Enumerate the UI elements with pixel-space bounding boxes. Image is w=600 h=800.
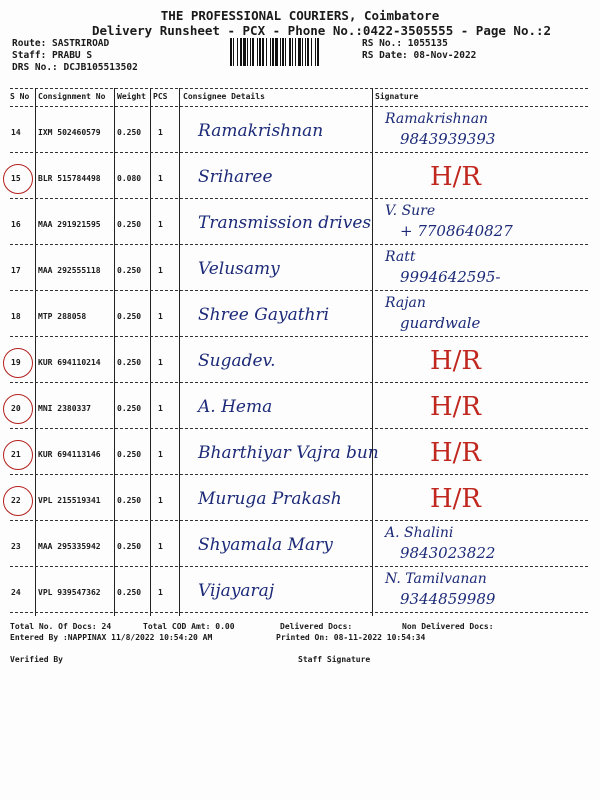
row-sno: 15 (11, 174, 21, 183)
row-signature-phone: 9994642595- (400, 268, 501, 286)
company-title: THE PROFESSIONAL COURIERS, Coimbatore (160, 8, 440, 23)
row-consignee-name: Sriharee (198, 167, 273, 187)
total-docs: Total No. Of Docs: 24 (10, 622, 112, 631)
row-consignment-no: KUR 694110214 (38, 358, 101, 367)
row-divider (10, 290, 588, 291)
verified-by: Verified By (10, 655, 63, 664)
row-divider (10, 244, 588, 245)
row-consignee-name: Velusamy (198, 259, 280, 279)
row-signature-phone: + 7708640827 (400, 222, 513, 240)
entered-by: Entered By :NAPPINAX 11/8/2022 10:54:20 AM (10, 633, 213, 642)
row-pcs: 1 (158, 174, 163, 183)
barcode-bar (250, 38, 251, 66)
barcode-bar (237, 38, 238, 66)
row-signature-name: V. Sure (385, 203, 436, 219)
row-consignment-no: BLR 515784498 (38, 174, 101, 183)
barcode-bar (311, 38, 312, 66)
barcode-bar (270, 38, 271, 66)
row-pcs: 1 (158, 404, 163, 413)
row-signature-mark: H/R (430, 438, 482, 468)
col-divider (35, 88, 36, 616)
col-divider (114, 88, 115, 616)
barcode-bar (243, 38, 246, 66)
row-weight: 0.250 (117, 496, 142, 505)
row-weight: 0.250 (117, 266, 142, 275)
row-signature-mark: H/R (430, 484, 482, 514)
row-sno: 24 (11, 588, 21, 597)
red-circle-mark (3, 486, 33, 516)
rs-date-label: RS Date: 08-Nov-2022 (362, 50, 477, 61)
row-pcs: 1 (158, 588, 163, 597)
staff-label: Staff: PRABU S (12, 50, 93, 61)
row-consignment-no: KUR 694113146 (38, 450, 101, 459)
col-divider (179, 88, 180, 616)
col-consignee: Consignee Details (183, 92, 265, 101)
row-consignment-no: MAA 292555118 (38, 266, 101, 275)
delivered-docs: Delivered Docs: (280, 622, 353, 631)
row-pcs: 1 (158, 266, 163, 275)
barcode-bar (275, 38, 278, 66)
col-divider (372, 88, 373, 616)
row-signature-phone: 9344859989 (400, 590, 496, 608)
col-weight: Weight (117, 92, 146, 101)
row-divider (10, 612, 588, 613)
row-divider (10, 152, 588, 153)
row-signature-phone: guardwale (400, 314, 481, 332)
row-consignment-no: IXM 502460579 (38, 128, 101, 137)
row-signature-mark: H/R (430, 392, 482, 422)
row-consignee-name: Muruga Prakash (198, 489, 342, 509)
barcode-bar (230, 38, 232, 66)
row-consignee-name: Sugadev. (198, 351, 276, 371)
row-consignee-name: Vijayaraj (198, 581, 275, 601)
barcode-bar (298, 38, 301, 66)
barcode-bar (272, 38, 274, 66)
barcode-bar (247, 38, 248, 66)
barcode-bar (317, 38, 319, 66)
red-circle-mark (3, 394, 33, 424)
row-consignment-no: VPL 215519341 (38, 496, 101, 505)
row-signature-mark: H/R (430, 162, 482, 192)
row-sno: 20 (11, 404, 21, 413)
row-consignment-no: MAA 295335942 (38, 542, 101, 551)
row-signature-mark: H/R (430, 346, 482, 376)
row-pcs: 1 (158, 496, 163, 505)
row-signature-name: Rajan (385, 295, 426, 311)
red-circle-mark (3, 440, 33, 470)
row-consignee-name: Ramakrishnan (198, 121, 324, 141)
non-delivered-docs: Non Delivered Docs: (402, 622, 494, 631)
barcode-bar (302, 38, 303, 66)
table-top-rule (10, 88, 588, 89)
row-divider (10, 198, 588, 199)
row-signature-phone: 9843023822 (400, 544, 496, 562)
row-weight: 0.250 (117, 404, 142, 413)
drs-label: DRS No.: DCJB105513502 (12, 62, 138, 73)
row-consignee-name: Transmission drives (198, 213, 372, 233)
col-consignment: Consignment No (38, 92, 106, 101)
row-weight: 0.250 (117, 220, 142, 229)
barcode-bar (295, 38, 296, 66)
row-weight: 0.250 (117, 450, 142, 459)
row-consignee-name: A. Hema (198, 397, 273, 417)
runsheet-subtitle: Delivery Runsheet - PCX - Phone No.:0422-3505555 - Page No.:2 (92, 23, 552, 38)
row-consignment-no: VPL 939547362 (38, 588, 101, 597)
row-weight: 0.250 (117, 128, 142, 137)
row-divider (10, 566, 588, 567)
row-pcs: 1 (158, 128, 163, 137)
staff-signature: Staff Signature (298, 655, 371, 664)
row-divider (10, 382, 588, 383)
col-signature: Signature (375, 92, 419, 101)
total-cod: Total COD Amt: 0.00 (143, 622, 235, 631)
row-pcs: 1 (158, 220, 163, 229)
row-divider (10, 474, 588, 475)
row-signature-name: N. Tamilvanan (385, 571, 487, 587)
barcode-bar (262, 38, 264, 66)
row-signature-phone: 9843939393 (400, 130, 496, 148)
barcode-bar (280, 38, 281, 66)
barcode-bar (292, 38, 293, 66)
barcode-bar (233, 38, 234, 66)
row-divider (10, 428, 588, 429)
rs-no-label: RS No.: 1055135 (362, 38, 448, 49)
barcode-bar (240, 38, 242, 66)
barcode-bar (266, 38, 267, 66)
row-consignment-no: MAA 291921595 (38, 220, 101, 229)
row-divider (10, 520, 588, 521)
barcode-bar (315, 38, 316, 66)
row-sno: 16 (11, 220, 21, 229)
row-sno: 18 (11, 312, 21, 321)
col-sno: S No (10, 92, 30, 101)
row-consignment-no: MNI 2380337 (38, 404, 91, 413)
row-weight: 0.250 (117, 312, 142, 321)
barcode-bar (305, 38, 306, 66)
barcode-bar (289, 38, 291, 66)
col-pcs: PCS (153, 92, 168, 101)
row-pcs: 1 (158, 542, 163, 551)
row-consignee-name: Shyamala Mary (198, 535, 333, 555)
barcode-image (230, 38, 358, 66)
row-consignee-name: Shree Gayathri (198, 305, 330, 325)
row-sno: 21 (11, 450, 21, 459)
row-pcs: 1 (158, 450, 163, 459)
row-pcs: 1 (158, 312, 163, 321)
row-sno: 19 (11, 358, 21, 367)
barcode-bar (252, 38, 254, 66)
col-divider (150, 88, 151, 616)
row-consignment-no: MTP 288058 (38, 312, 87, 321)
red-circle-mark (3, 164, 33, 194)
row-sno: 22 (11, 496, 21, 505)
printed-on: Printed On: 08-11-2022 10:54:34 (276, 633, 426, 642)
row-consignee-name: Bharthiyar Vajra bun (198, 443, 379, 463)
row-signature-name: Ramakrishnan (385, 111, 489, 127)
barcode-bar (259, 38, 261, 66)
row-sno: 17 (11, 266, 21, 275)
row-divider (10, 336, 588, 337)
row-pcs: 1 (158, 358, 163, 367)
row-sno: 14 (11, 128, 21, 137)
barcode-bar (285, 38, 286, 66)
table-header-rule (10, 106, 588, 107)
red-circle-mark (3, 348, 33, 378)
barcode-bar (282, 38, 284, 66)
row-signature-name: Ratt (385, 249, 416, 265)
row-weight: 0.250 (117, 358, 142, 367)
row-signature-name: A. Shalini (385, 525, 454, 541)
barcode-bar (257, 38, 258, 66)
route-label: Route: SASTRIROAD (12, 38, 110, 49)
row-sno: 23 (11, 542, 21, 551)
barcode-bar (307, 38, 309, 66)
row-weight: 0.080 (117, 174, 142, 183)
row-weight: 0.250 (117, 542, 142, 551)
row-weight: 0.250 (117, 588, 142, 597)
